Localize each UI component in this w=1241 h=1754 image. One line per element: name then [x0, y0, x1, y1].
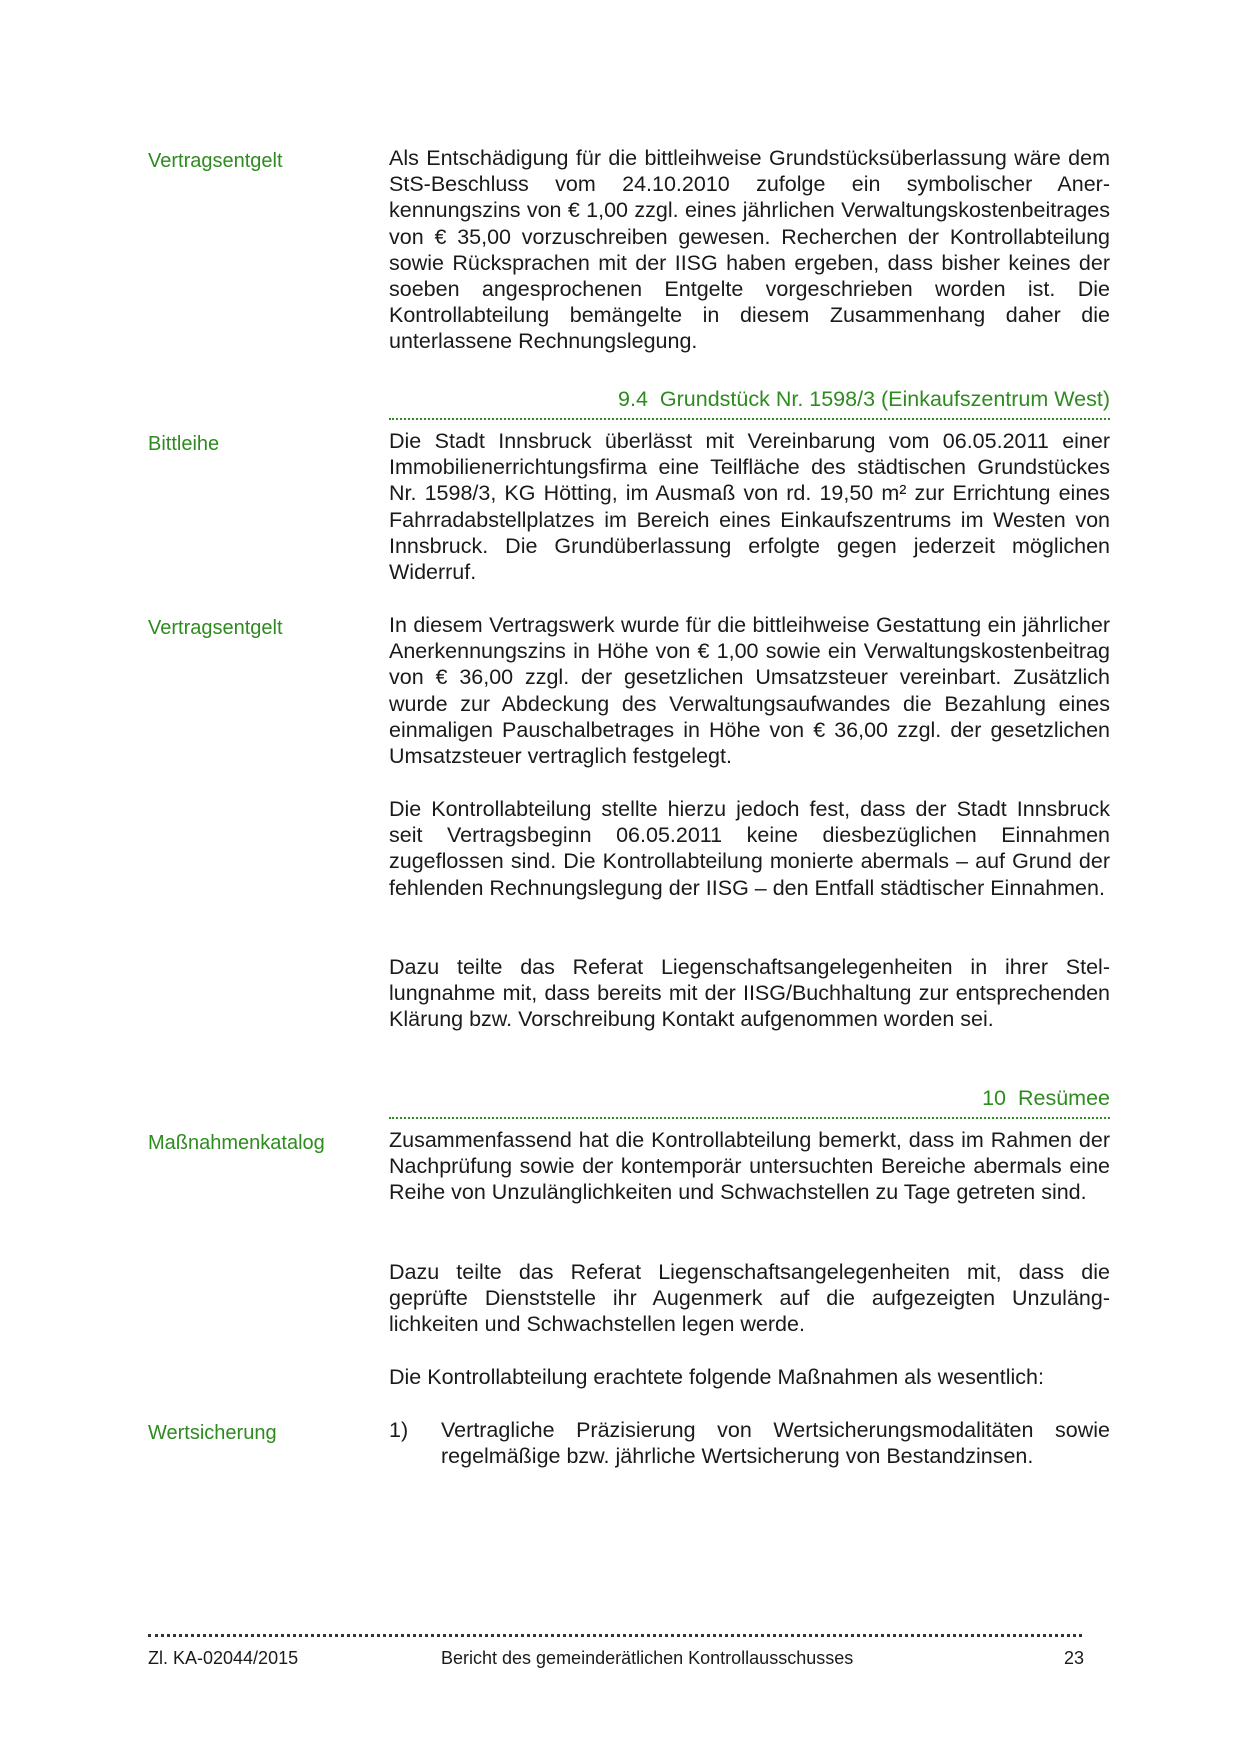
paragraph: In diesem Vertragswerk wurde für die bittleihweise Gestattung ein jährlicher Anerkennungszins in Höhe von € 1,00 sowie ein Verwaltungskostenbeitrag von € 36,00 zzgl. der gesetzlichen Umsatzsteuer vereinbart. Zusätzlich wurde zur Abdeckung des Verwaltungsaufwandes die Bezahlung eines einmaligen Pauschalbetrages in Höhe von € 36,00 zzgl. der gesetzlichen Umsatzsteuer vertraglich festgelegt.	[389, 613, 1110, 769]
heading-number: 10	[982, 1086, 1006, 1110]
section-heading-10	[389, 1084, 1110, 1119]
paragraph: Dazu teilte das Referat Liegenschaftsangelegenheiten in ihrer Stellungnahme mit, dass bereits mit der IISG/Buchhaltung zur entsprechenden Klärung bzw. Vorschreibung Kontakt aufgenommen worden sei.	[389, 955, 1110, 1032]
section-heading-9-4	[389, 385, 1110, 420]
heading-title: Resümee	[1017, 1086, 1110, 1110]
margin-label: Wertsicherung	[148, 1422, 277, 1444]
margin-label: Vertragsentgelt	[148, 150, 283, 172]
list-marker: 1)	[389, 1418, 409, 1442]
list-item-text: Vertragliche Präzisierung von Wertsicherungsmodalitäten sowie regelmäßige bzw. jährliche Wertsicherung von Bestandzinsen.	[441, 1418, 1110, 1469]
paragraph: Die Kontrollabteilung stellte hierzu jedoch fest, dass der Stadt Innsbruck seit Vertragsbeginn 06.05.2011 keine diesbezüglichen Einnahmen zugeflossen sind. Die Kontrollabteilung monierte abermals – auf Grund der fehlenden Rechnungslegung der IISG – den Entfall städtischer Einnahmen.	[389, 797, 1110, 900]
margin-label: Bittleihe	[148, 433, 220, 455]
footer-divider	[148, 1634, 1082, 1637]
paragraph: Die Stadt Innsbruck überlässt mit Vereinbarung vom 06.05.2011 einer Immobilienerrichtungsfirma eine Teilfläche des städtischen Grundstückes Nr. 1598/3, KG Hötting, im Ausmaß von rd. 19,50 m² zur Errichtung eines Fahrradabstellplatzes im Bereich eines Einkaufszentrums im Westen von Innsbruck. Die Grundüberlassung erfolgte gegen jederzeit möglichen Widerruf.	[389, 429, 1110, 585]
paragraph: Als Entschädigung für die bittleihweise Grundstücksüberlassung wäre dem StS-Beschluss vom 24.10.2010 zufolge ein symbolischer Anerkennungszins von € 1,00 zzgl. eines jährlichen Verwaltungskostenbeitrages von € 35,00 vorzuschreiben gewesen. Recherchen der Kontrollabteilung sowie Rücksprachen mit der IISG haben ergeben, dass bisher keines der soeben angesprochenen Entgelte vorgeschrieben worden ist. Die Kontrollabteilung bemängelte in diesem Zusammenhang daher die unterlassene Rechnungslegung.	[389, 146, 1110, 354]
page-number: 23	[1064, 1648, 1085, 1668]
heading-title: Grundstück Nr. 1598/3 (Einkaufszentrum West)	[659, 387, 1110, 411]
paragraph: Die Kontrollabteilung erachtete folgende Maßnahmen als wesentlich:	[389, 1365, 1044, 1389]
margin-label: Maßnahmenkatalog	[148, 1132, 325, 1154]
footer-file-number: Zl. KA-02044/2015	[148, 1648, 299, 1668]
footer-title: Bericht des gemeinderätlichen Kontrollausschusses	[441, 1648, 854, 1668]
margin-label: Vertragsentgelt	[148, 617, 283, 639]
paragraph: Zusammenfassend hat die Kontrollabteilung bemerkt, dass im Rahmen der Nachprüfung sowie der kontemporär untersuchten Bereiche abermals eine Reihe von Unzulänglichkeiten und Schwachstellen zu Tage getreten sind.	[389, 1128, 1110, 1205]
heading-number: 9.4	[618, 387, 648, 411]
paragraph: Dazu teilte das Referat Liegenschaftsangelegenheiten mit, dass die geprüfte Dienststelle ihr Augenmerk auf die aufgezeigten Unzulänglichkeiten und Schwachstellen legen werde.	[389, 1260, 1110, 1337]
